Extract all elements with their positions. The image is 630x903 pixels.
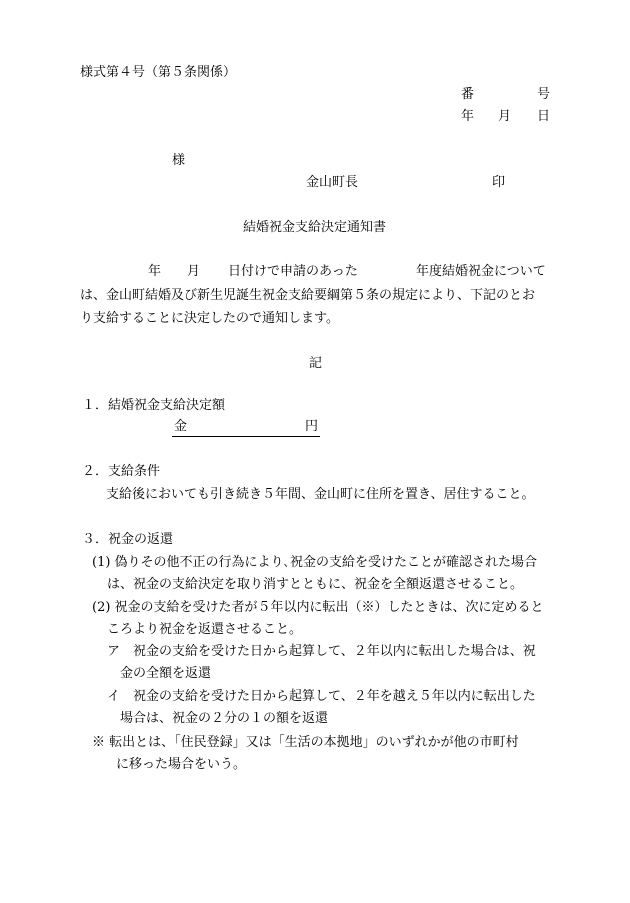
date-hi: 日 [537, 109, 551, 124]
date-nen: 年 [461, 109, 475, 124]
note-line-1: ※ 転出とは、「住民登録」又は「生活の本拠地」のいずれかが他の市町村 [92, 735, 519, 750]
ki-heading: 記 [309, 356, 323, 371]
intro-line-3: り支給することに決定したので通知します。 [80, 311, 339, 326]
intro-month: 月 [187, 264, 201, 279]
intro-year: 年 [148, 264, 162, 279]
form-label: 様式第４号（第５条関係） [80, 65, 237, 80]
item-2-line-1: (2) 祝金の支給を受けた者が５年以内に転出（※）したときは、次に定めると [92, 600, 544, 615]
amount-underline [172, 436, 320, 437]
ref-go: 号 [537, 87, 551, 102]
addressee-sama: 様 [172, 153, 186, 168]
section-2-body: 支給後においても引き続き５年間、金山町に住所を置き、居住すること。 [106, 487, 535, 502]
section-1-heading: １．結婚祝金支給決定額 [82, 398, 226, 413]
amount-yen: 円 [305, 419, 319, 434]
item-1-line-1: (1) 偽りその他不正の行為により､祝金の支給を受けたことが確認された場合 [92, 555, 538, 570]
document-title: 結婚祝金支給決定通知書 [243, 220, 387, 235]
item-2-line-2: ころより祝金を返還させること。 [107, 622, 303, 637]
sub-i-line-1: イ 祝金の支給を受けた日から起算して、２年を越え５年以内に転出した [107, 689, 536, 704]
sub-a-line-1: ア 祝金の支給を受けた日から起算して、２年以内に転出した場合は、祝 [107, 644, 536, 659]
intro-year-label: 年度結婚祝金について [416, 264, 546, 279]
intro-day-text: 日付けで申請のあった [228, 264, 358, 279]
ref-ban: 番 [461, 87, 475, 102]
date-tsuki: 月 [498, 109, 512, 124]
intro-line-2: は、金山町結婚及び新生児誕生祝金支給要綱第５条の規定により、下記のとお [80, 288, 536, 303]
section-2-heading: ２．支給条件 [82, 464, 161, 479]
section-3-heading: ３．祝金の返還 [82, 532, 174, 547]
sub-a-line-2: 金の全額を返還 [120, 666, 212, 681]
issuer-seal: 印 [492, 175, 506, 190]
amount-kin: 金 [174, 419, 188, 434]
item-1-line-2: は、祝金の支給決定を取り消すとともに、祝金を全額返還させること。 [107, 577, 524, 592]
issuer-name: 金山町長 [306, 175, 359, 190]
note-line-2: に移った場合をいう。 [116, 757, 247, 772]
sub-i-line-2: 場合は、祝金の２分の１の額を返還 [120, 711, 329, 726]
